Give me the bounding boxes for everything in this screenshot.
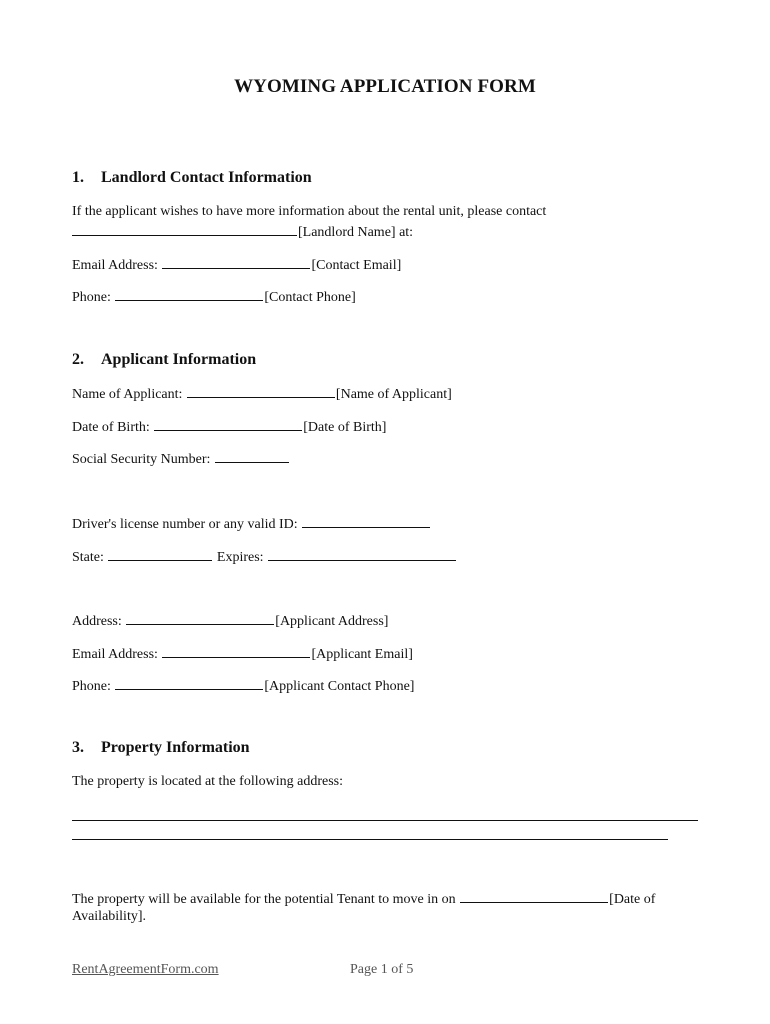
state-expires-row [72, 548, 457, 566]
availability-date-field[interactable] [460, 890, 608, 903]
license-field[interactable] [302, 515, 430, 528]
applicant-name-field[interactable] [187, 385, 335, 398]
dob-field[interactable] [154, 418, 302, 431]
applicant-name-row [72, 385, 452, 403]
property-address-line-2[interactable] [72, 839, 668, 840]
contact-phone-hint: [Contact Phone] [264, 290, 356, 305]
section-1-number: 1. [72, 169, 84, 186]
applicant-phone-row [72, 677, 414, 695]
contact-email-field[interactable] [162, 256, 310, 269]
ssn-row [72, 450, 290, 468]
applicant-email-hint: [Applicant Email] [311, 647, 413, 662]
applicant-address-field[interactable] [126, 612, 274, 625]
section-3-number: 3. [72, 739, 84, 756]
contact-email-label: Email Address: [72, 258, 158, 273]
section-1-title: Landlord Contact Information [101, 169, 312, 186]
landlord-name-row [72, 223, 413, 241]
applicant-email-field[interactable] [162, 645, 310, 658]
landlord-intro-text: If the applicant wishes to have more information about the rental unit, please contact [72, 204, 547, 219]
dob-label: Date of Birth: [72, 420, 150, 435]
availability-hint: [Date of [609, 892, 656, 907]
footer-page-number: Page 1 of 5 [350, 962, 414, 977]
section-3-heading [72, 739, 250, 757]
applicant-address-row [72, 612, 388, 630]
state-label: State: [72, 550, 104, 565]
applicant-phone-field[interactable] [115, 677, 263, 690]
footer-site-link[interactable]: RentAgreementForm.com [72, 962, 219, 977]
section-3-title: Property Information [101, 739, 250, 756]
property-address-line-1[interactable] [72, 820, 698, 821]
landlord-name-field[interactable] [72, 223, 297, 236]
applicant-email-label: Email Address: [72, 647, 158, 662]
section-2-title: Applicant Information [101, 351, 257, 368]
applicant-name-label: Name of Applicant: [72, 387, 183, 402]
applicant-phone-label: Phone: [72, 679, 111, 694]
dob-row [72, 418, 386, 436]
availability-continuation: Availability]. [72, 909, 146, 924]
license-label: Driver's license number or any valid ID: [72, 517, 298, 532]
availability-row [72, 890, 655, 908]
applicant-name-hint: [Name of Applicant] [335, 387, 452, 402]
contact-email-hint: [Contact Email] [311, 258, 402, 273]
contact-phone-field[interactable] [115, 288, 263, 301]
document-title: WYOMING APPLICATION FORM [234, 76, 536, 97]
property-intro-text: The property is located at the following address: [72, 774, 343, 789]
landlord-name-hint: [Landlord Name] at: [298, 225, 414, 240]
expires-label: Expires: [216, 550, 264, 565]
dob-hint: [Date of Birth] [303, 420, 387, 435]
applicant-email-row [72, 645, 413, 663]
section-1-heading [72, 169, 312, 187]
availability-text: The property will be available for the potential Tenant to move in on [72, 892, 456, 907]
state-field[interactable] [108, 548, 212, 561]
section-2-heading [72, 351, 256, 369]
license-row [72, 515, 431, 533]
applicant-address-hint: [Applicant Address] [275, 614, 389, 629]
ssn-field[interactable] [215, 450, 289, 463]
expires-field[interactable] [268, 548, 456, 561]
ssn-label: Social Security Number: [72, 452, 211, 467]
contact-phone-row [72, 288, 356, 306]
contact-email-row [72, 256, 401, 274]
applicant-address-label: Address: [72, 614, 122, 629]
contact-phone-label: Phone: [72, 290, 111, 305]
applicant-phone-hint: [Applicant Contact Phone] [264, 679, 415, 694]
section-2-number: 2. [72, 351, 84, 368]
